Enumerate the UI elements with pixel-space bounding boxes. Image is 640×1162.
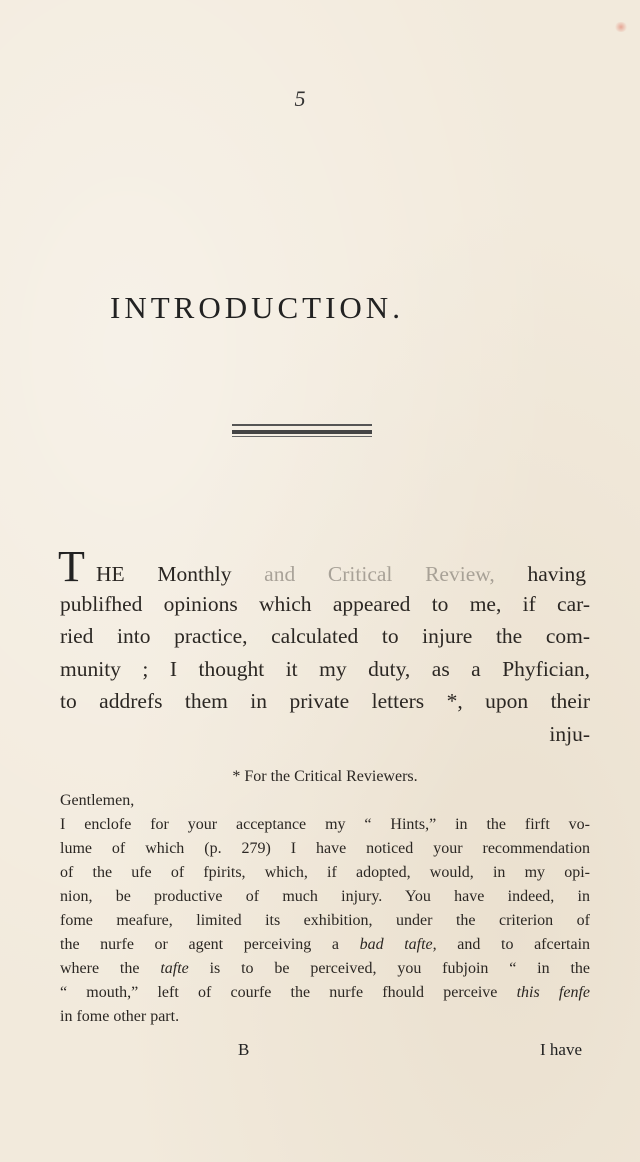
ornamental-rule	[232, 424, 372, 440]
body-line: munity ; I thought it my duty, as a Phyfician,	[60, 656, 590, 681]
footnote-line: of the ufe of fpirits, which, if adopted, would, in my opi-	[60, 864, 590, 881]
italic-run: tafte	[160, 960, 189, 977]
text-run: the nurfe or agent perceiving a	[60, 936, 360, 953]
signature-mark: B	[238, 1040, 250, 1059]
word: Monthly	[157, 562, 232, 586]
footnote	[60, 765, 590, 1029]
rule-line	[232, 436, 372, 437]
rule-line	[232, 424, 372, 426]
catchword: I have	[540, 1040, 583, 1059]
rule-line	[232, 430, 372, 434]
footnote-line	[60, 981, 590, 1005]
text-run: where the	[60, 960, 161, 977]
footnote-line: lume of which (p. 279) I have noticed your recommendation	[60, 840, 590, 857]
chapter-heading: INTRODUCTION.	[110, 290, 404, 325]
word-faded: and	[264, 562, 296, 586]
footnote-line: fome meafure, limited its exhibition, under the criterion of	[60, 912, 590, 929]
text-run: and to afcertain	[436, 936, 591, 953]
italic-run: this fenfe	[516, 984, 590, 1001]
text-run: is to be perceived, you fubjoin “ in the	[188, 960, 590, 977]
page-number: 5	[294, 86, 306, 111]
body-line: inju-	[549, 721, 590, 746]
footnote-line	[60, 957, 590, 981]
body-line: to addrefs them in private letters *, upon their	[60, 689, 590, 713]
word-faded: Critical	[327, 562, 393, 586]
body-line: publifhed opinions which appeared to me, if car-	[60, 591, 590, 616]
body-line: ried into practice, calculated to injure the com-	[60, 624, 590, 648]
word-faded: Review,	[425, 562, 495, 586]
drop-cap: T	[58, 542, 85, 591]
footnote-line	[60, 933, 590, 957]
footnote-line: in fome other part.	[60, 1008, 180, 1025]
word: having	[527, 562, 586, 586]
footnote-line: nion, be productive of much injury. You have indeed, in	[60, 888, 590, 905]
text-run: “ mouth,” left of courfe the nurfe fhould perceive	[60, 984, 517, 1001]
footnote-line: I enclofe for your acceptance my “ Hints,” in the firft vo-	[60, 816, 590, 833]
ink-stain	[614, 22, 628, 32]
footnote-title: * For the Critical Reviewers.	[232, 768, 418, 785]
italic-run: bad tafte,	[359, 936, 437, 953]
footnote-salutation: Gentlemen,	[60, 792, 135, 809]
word: HE	[96, 562, 125, 586]
body-paragraph	[60, 555, 590, 750]
